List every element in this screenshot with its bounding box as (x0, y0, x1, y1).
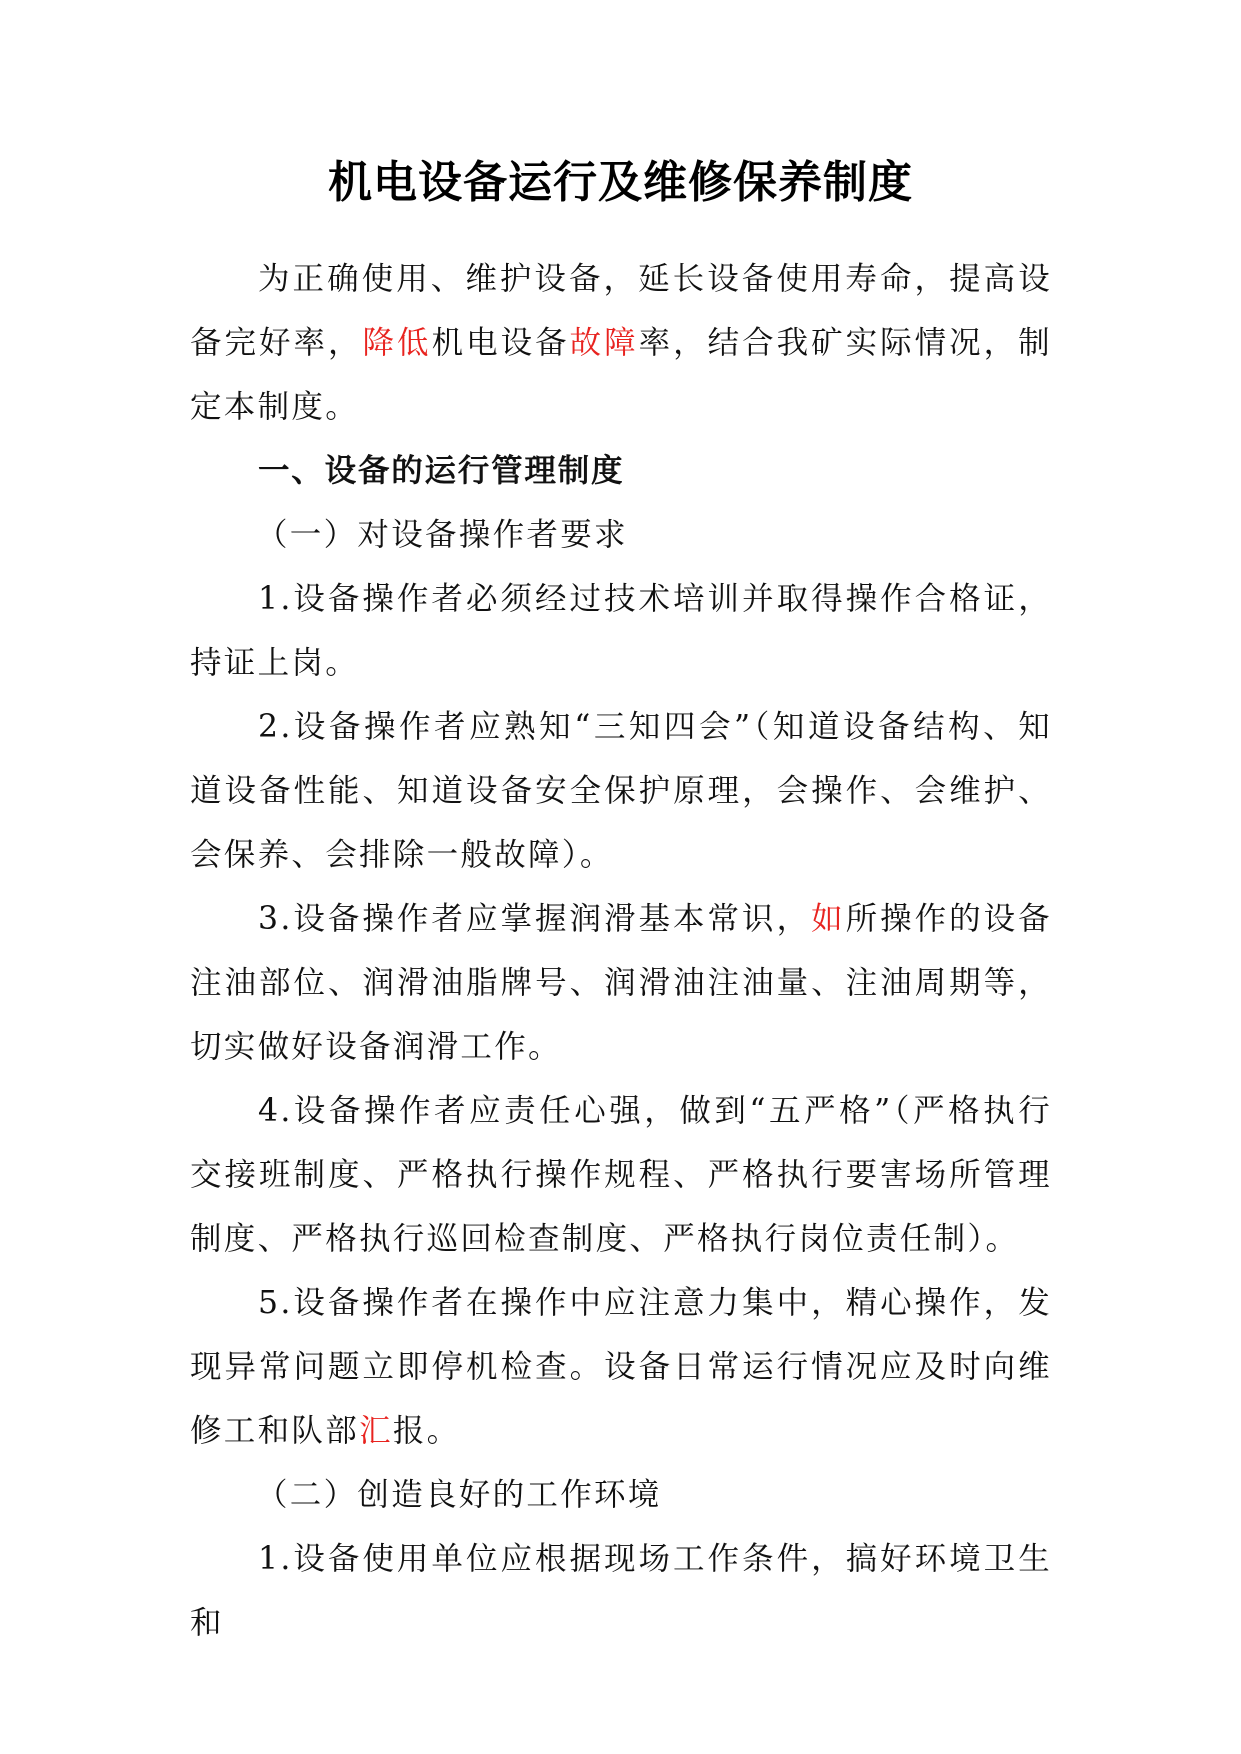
item5-text-1: 5.设备操作者在操作中应注意力集中，精心操作，发现异常问题立即停机检查。设备日常运行情况应及时向维修工和队部 (190, 1285, 1052, 1449)
item3-text-2: 所操作的设备注油部位、润滑油脂牌号、润滑油注油量、注油周期等，切实做好设备润滑工作。 (190, 901, 1052, 1065)
document-body (190, 247, 1052, 1655)
subsection-heading-1: （一）对设备操作者要求 (256, 517, 628, 553)
intro-text-1: 为正确使用、维护设备，延长设备使用寿命，提高设备完好率， (190, 261, 1052, 361)
highlight-report: 汇 (359, 1413, 393, 1449)
list-item-3 (190, 887, 1052, 1079)
highlight-reduce: 降低 (362, 325, 432, 361)
intro-paragraph (190, 247, 1052, 439)
list-item-5 (190, 1271, 1052, 1463)
item5-text-2: 报。 (392, 1413, 461, 1449)
highlight-such-as: 如 (811, 901, 846, 937)
item3-text-1: 3.设备操作者应掌握润滑基本常识， (258, 901, 812, 937)
subsection-heading-2: （二）创造良好的工作环境 (256, 1477, 662, 1513)
intro-text-2: 机电设备 (431, 325, 570, 361)
list-item-4: 4.设备操作者应责任心强，做到“五严格”（严格执行交接班制度、严格执行操作规程、严格执行要害场所管理制度、严格执行巡回检查制度、严格执行岗位责任制）。 (190, 1093, 1052, 1257)
section-heading-1: 一、设备的运行管理制度 (258, 453, 625, 489)
list-item-6: 1.设备使用单位应根据现场工作条件，搞好环境卫生和 (190, 1541, 1052, 1641)
intro-text-3: 率，结合我矿实际情况，制定本制度。 (190, 325, 1052, 425)
list-item-1: 1.设备操作者必须经过技术培训并取得操作合格证，持证上岗。 (190, 581, 1052, 681)
highlight-fault: 故障 (569, 325, 639, 361)
list-item-2: 2.设备操作者应熟知“三知四会”（知道设备结构、知道设备性能、知道设备安全保护原理，会操作、会维护、会保养、会排除一般故障）。 (190, 709, 1052, 873)
document-title: 机电设备运行及维修保养制度 (328, 157, 913, 208)
